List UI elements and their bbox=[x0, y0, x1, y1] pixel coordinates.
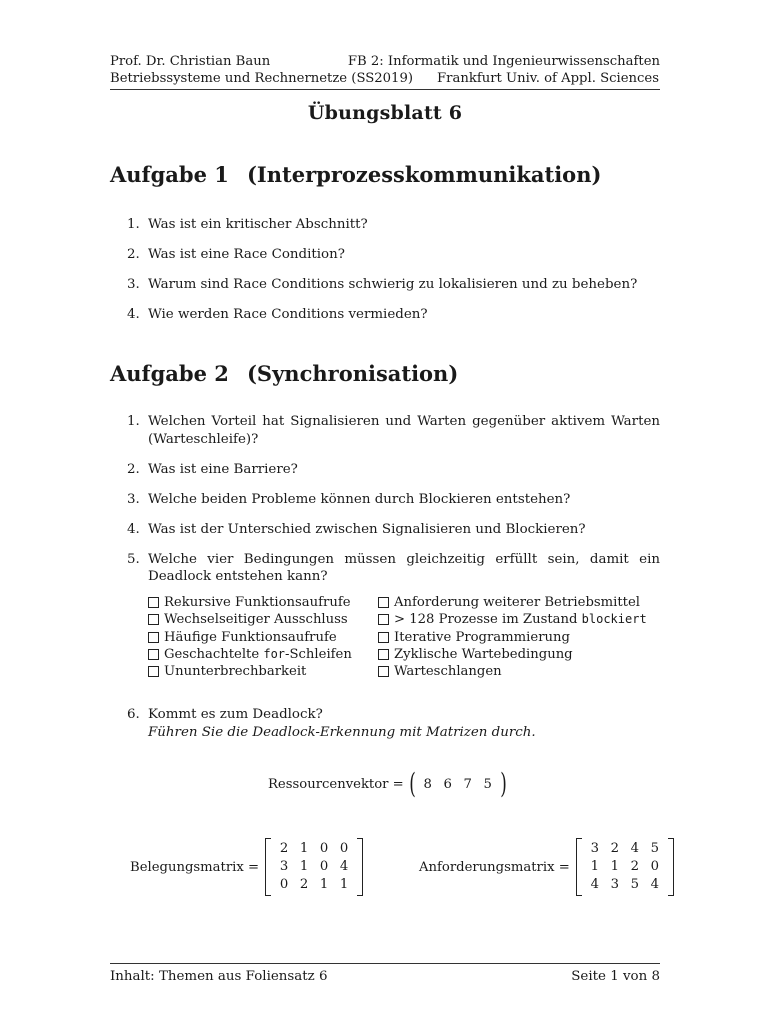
allocation-matrix bbox=[265, 838, 363, 896]
matrix-entry: 5 bbox=[650, 841, 659, 856]
matrix-entry: 0 bbox=[650, 859, 659, 874]
option-label: Ununterbrechbarkeit bbox=[164, 664, 307, 680]
page-header bbox=[110, 53, 660, 87]
checkbox-icon[interactable] bbox=[148, 649, 159, 660]
matrix-row bbox=[274, 840, 354, 858]
checkbox-icon[interactable] bbox=[378, 649, 389, 660]
header-university: Frankfurt Univ. of Appl. Sciences bbox=[437, 71, 659, 86]
matrix-entry: 3 bbox=[590, 841, 599, 856]
option-label: Geschachtelte for-Schleifen bbox=[164, 646, 352, 662]
matrix-row bbox=[585, 858, 665, 876]
header-department: FB 2: Informatik und Ingenieurwissenschaften bbox=[347, 54, 660, 69]
footer-page-number: Seite 1 von 8 bbox=[571, 969, 660, 984]
matrix-entry: 1 bbox=[319, 877, 329, 892]
option-label: Iterative Programmierung bbox=[394, 629, 570, 645]
checkbox-icon[interactable] bbox=[148, 666, 159, 677]
matrix-entry: 3 bbox=[610, 877, 619, 892]
list-item: 5. Welche vier Bedingungen müssen gleichzeitig erfüllt sein, damit ein Deadlock entstehen kann? bbox=[127, 551, 660, 584]
allocation-matrix-label: Belegungsmatrix = bbox=[130, 859, 260, 875]
resource-vector-values bbox=[418, 777, 498, 792]
checkbox-icon[interactable] bbox=[378, 666, 389, 677]
matrix-row bbox=[585, 840, 665, 858]
list-item: 1. Was ist ein kritischer Abschnitt? bbox=[127, 217, 368, 232]
matrix-entry: 1 bbox=[610, 859, 619, 874]
matrix-entry: 3 bbox=[279, 859, 289, 874]
deadlock-option bbox=[148, 663, 352, 680]
list-item: 3. Warum sind Race Conditions schwierig zu lokalisieren und zu beheben? bbox=[127, 277, 638, 292]
page-footer bbox=[110, 969, 660, 984]
header-rule bbox=[110, 89, 660, 90]
deadlock-option bbox=[378, 663, 647, 680]
left-paren: ( bbox=[408, 767, 416, 800]
q6-instruction: Führen Sie die Deadlock-Erkennung mit Matrizen durch. bbox=[148, 724, 536, 740]
matrix-row bbox=[585, 876, 665, 894]
matrix-entry: 1 bbox=[339, 877, 349, 892]
task1-question-list bbox=[110, 216, 660, 324]
q6-question: Kommt es zum Deadlock? bbox=[148, 707, 323, 722]
option-label: Rekursive Funktionsaufrufe bbox=[164, 595, 351, 610]
request-matrix-block bbox=[419, 838, 674, 896]
deadlock-option bbox=[378, 629, 647, 646]
matrix-entry: 4 bbox=[590, 877, 599, 892]
deadlock-option bbox=[148, 611, 352, 628]
deadlock-option bbox=[148, 594, 352, 611]
list-item: 3. Welche beiden Probleme können durch Blockieren entstehen? bbox=[127, 491, 571, 507]
list-item: 2. Was ist eine Barriere? bbox=[127, 461, 298, 477]
option-label: Häufige Funktionsaufrufe bbox=[164, 629, 337, 645]
checkbox-icon[interactable] bbox=[148, 632, 159, 643]
resource-vector-label: Ressourcenvektor = bbox=[268, 776, 404, 792]
matrix-row bbox=[274, 858, 354, 876]
option-label: Wechselseitiger Ausschluss bbox=[164, 612, 348, 628]
request-matrix-label: Anforderungsmatrix = bbox=[419, 859, 570, 875]
task2-heading bbox=[110, 361, 458, 386]
task2-number: Aufgabe 2 bbox=[110, 361, 229, 386]
list-item: 2. Was ist eine Race Condition? bbox=[127, 247, 345, 262]
list-item: 4. Wie werden Race Conditions vermieden? bbox=[127, 307, 428, 322]
allocation-matrix-block bbox=[130, 838, 363, 896]
option-label: Zyklische Wartebedingung bbox=[394, 646, 573, 662]
list-item: 1. Welchen Vorteil hat Signalisieren und Warten gegenüber aktivem Warten (Warteschleife)? bbox=[127, 414, 660, 447]
matrix-entry: 1 bbox=[299, 841, 309, 856]
list-item: 4. Was ist der Unterschied zwischen Signalisieren und Blockieren? bbox=[127, 521, 586, 537]
matrix-entry: 5 bbox=[630, 877, 639, 892]
vector-entry: 5 bbox=[483, 776, 492, 792]
options-right-column bbox=[378, 594, 647, 680]
option-label: Anforderung weiterer Betriebsmittel bbox=[394, 595, 641, 610]
checkbox-icon[interactable] bbox=[148, 614, 159, 625]
options-left-column bbox=[148, 594, 352, 680]
page-title: Übungsblatt 6 bbox=[307, 102, 463, 124]
checkbox-icon[interactable] bbox=[378, 632, 389, 643]
task1-number: Aufgabe 1 bbox=[110, 162, 229, 187]
matrix-entry: 2 bbox=[299, 877, 309, 892]
matrix-entry: 2 bbox=[279, 841, 289, 856]
matrix-entry: 2 bbox=[630, 859, 639, 874]
footer-content-note: Inhalt: Themen aus Foliensatz 6 bbox=[110, 969, 328, 984]
task1-heading bbox=[110, 162, 601, 187]
deadlock-option bbox=[378, 646, 647, 663]
deadlock-option bbox=[148, 646, 352, 663]
footer-rule bbox=[110, 963, 660, 964]
matrix-entry: 4 bbox=[630, 841, 639, 856]
matrix-entry: 4 bbox=[339, 859, 349, 874]
deadlock-option bbox=[378, 594, 647, 611]
vector-entry: 6 bbox=[443, 776, 452, 792]
checkbox-icon[interactable] bbox=[378, 597, 389, 608]
task1-topic: (Interprozesskommunikation) bbox=[247, 162, 602, 187]
request-matrix bbox=[576, 838, 674, 896]
matrix-entry: 1 bbox=[299, 859, 309, 874]
list-item: 6. Kommt es zum Deadlock? Führen Sie die Deadlock-Erkennung mit Matrizen durch. bbox=[110, 706, 660, 741]
vector-entry: 7 bbox=[463, 776, 472, 792]
header-course: Betriebssysteme und Rechnernetze (SS2019) bbox=[110, 71, 413, 86]
task2-question-6 bbox=[110, 706, 660, 741]
matrix-entry: 4 bbox=[650, 877, 659, 892]
task2-question-list bbox=[110, 413, 660, 586]
matrix-entry: 0 bbox=[319, 841, 329, 856]
deadlock-option bbox=[148, 629, 352, 646]
matrix-entry: 0 bbox=[319, 859, 329, 874]
resource-vector bbox=[268, 767, 509, 800]
matrix-row bbox=[274, 876, 354, 894]
option-label: > 128 Prozesse im Zustand blockiert bbox=[394, 612, 647, 628]
header-author: Prof. Dr. Christian Baun bbox=[110, 54, 271, 69]
matrix-entry: 1 bbox=[590, 859, 599, 874]
deadlock-option bbox=[378, 611, 647, 628]
matrix-entry: 0 bbox=[339, 841, 349, 856]
checkbox-icon[interactable] bbox=[378, 614, 389, 625]
vector-entry: 8 bbox=[423, 776, 432, 792]
option-label: Warteschlangen bbox=[394, 664, 502, 680]
task2-topic: (Synchronisation) bbox=[247, 361, 459, 386]
checkbox-icon[interactable] bbox=[148, 597, 159, 608]
right-paren: ) bbox=[499, 767, 507, 800]
matrix-entry: 2 bbox=[610, 841, 619, 856]
matrix-entry: 0 bbox=[279, 877, 289, 892]
